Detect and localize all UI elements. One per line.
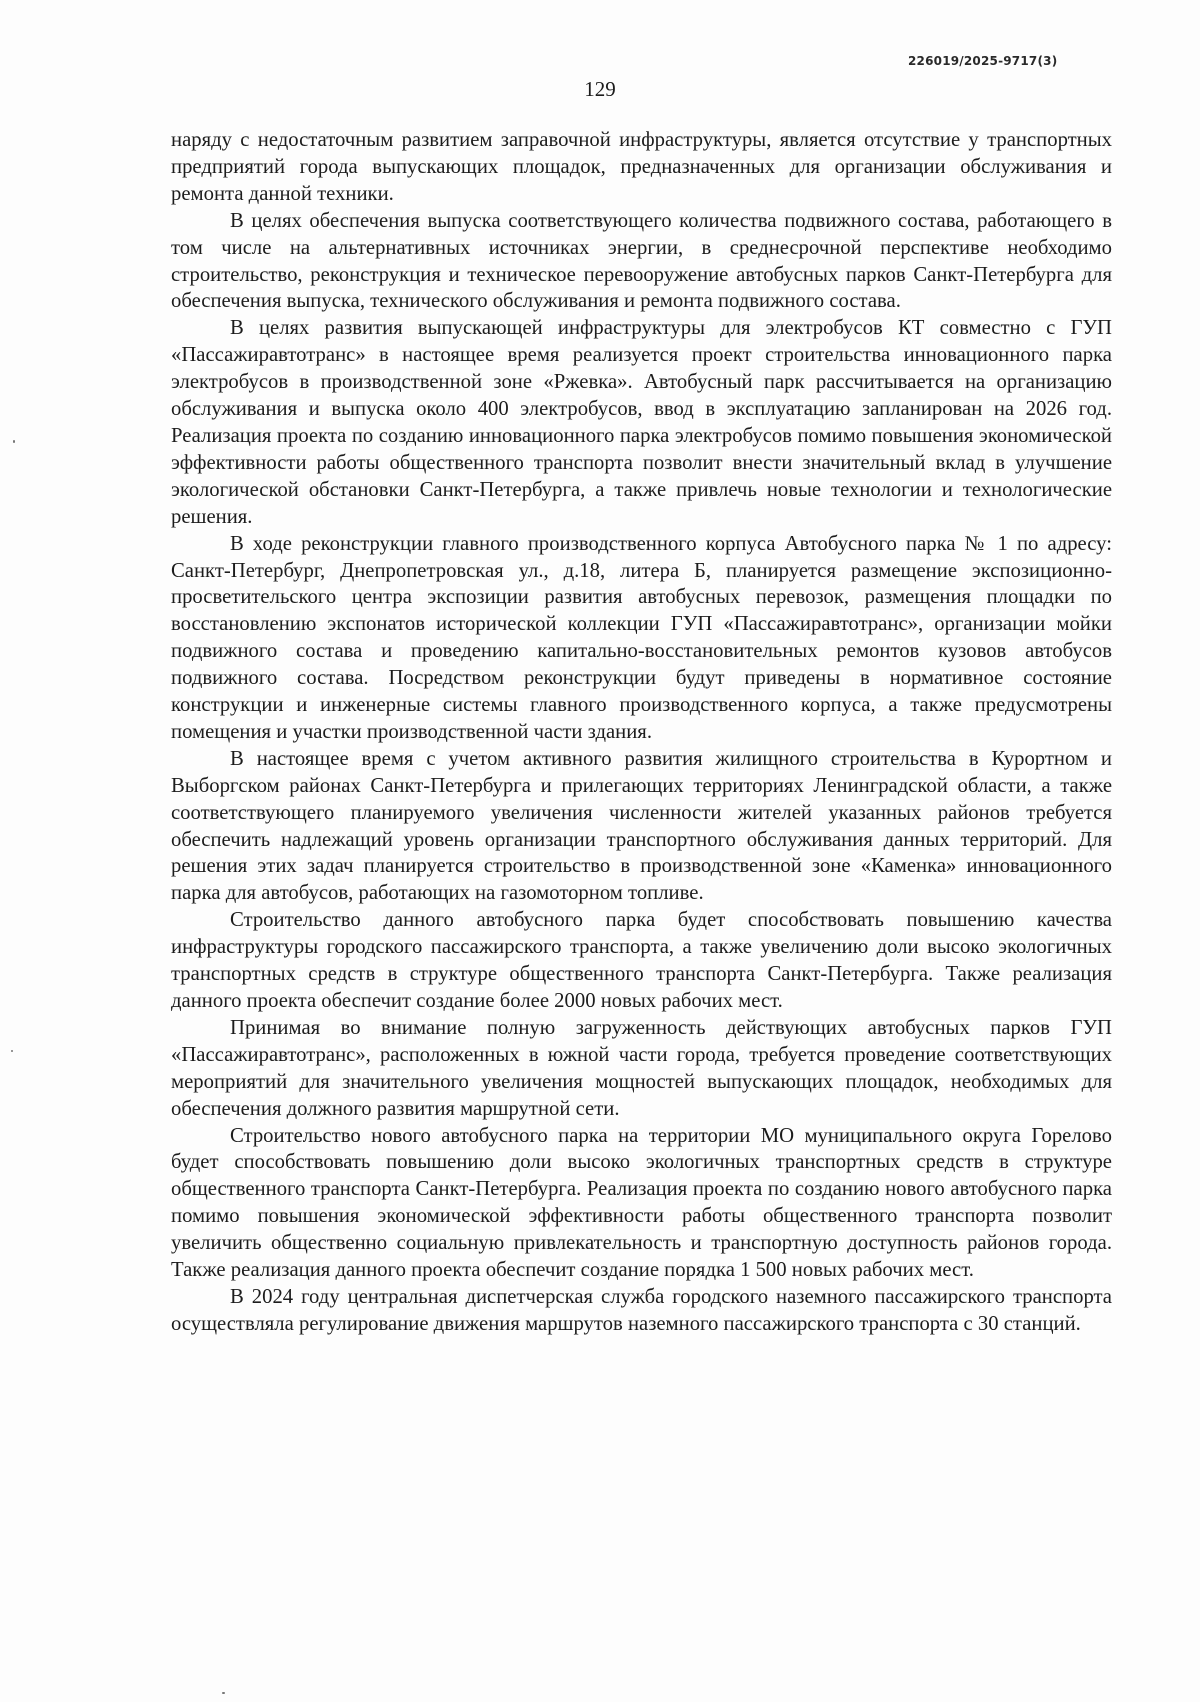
scan-speck <box>11 1050 13 1052</box>
scan-speck <box>222 1692 225 1694</box>
paragraph: В настоящее время с учетом активного развития жилищного строительства в Курортном и Выборгском районах Санкт-Петербурга и прилегающих территориях Ленинградской области, а также соответствующего планируемого увеличения численности жителей указанных районов требуется обеспечить надлежащий уровень организации транспортного обслуживания данных территорий. Для решения этих задач планируется строительство в производственной зоне «Каменка» инновационного парка для автобусов, работающих на газомоторном топливе. <box>171 747 1112 905</box>
page-number: 129 <box>584 77 616 101</box>
paragraph: Принимая во внимание полную загруженность действующих автобусных парков ГУП «Пассажиравтотранс», расположенных в южной части города, требуется проведение соответствующих мероприятий для значительного увеличения мощностей выпускающих площадок, необходимых для обеспечения должного развития маршрутной сети. <box>171 1016 1112 1120</box>
paragraph: наряду с недостаточным развитием заправочной инфраструктуры, является отсутствие у транспортных предприятий города выпускающих площадок, предназначенных для организации обслуживания и ремонта данной техники. <box>171 129 1112 205</box>
paragraph: В ходе реконструкции главного производственного корпуса Автобусного парка № 1 по адресу: Санкт-Петербург, Днепропетровская ул., д.18, литера Б, планируется размещение экспозиционно-просветительского центра экспозиции развития автобусных перевозок, размещения площадки по восстановлению экспонатов исторической коллекции ГУП «Пассажиравтотранс», организации мойки подвижного состава и проведению капитально-восстановительных ремонтов кузовов автобусов подвижного состава. Посредством реконструкции будут приведены в нормативное состояние конструкции и инженерные системы главного производственного корпуса, а также предусмотрены помещения и участки производственной части здания. <box>171 532 1112 743</box>
paragraph: Строительство нового автобусного парка на территории МО муниципального округа Горелово будет способствовать повышению доли высоко экологичных транспортных средств в структуре общественного транспорта Санкт-Петербурга. Реализация проекта по созданию нового автобусного парка помимо повышения экономической эффективности работы общественного транспорта позволит увеличить общественно социальную привлекательность и транспортную доступность районов города. Также реализация данного проекта обеспечит создание порядка 1 500 новых рабочих мест. <box>171 1124 1112 1282</box>
document-body <box>171 127 1112 1338</box>
paragraph: В 2024 году центральная диспетчерская служба городского наземного пассажирского транспорта осуществляла регулирование движения маршрутов наземного пассажирского транспорта с 30 станций. <box>171 1285 1112 1335</box>
document-registration-number: 226019/2025-9717(3) <box>908 54 1058 68</box>
paragraph: Строительство данного автобусного парка будет способствовать повышению качества инфраструктуры городского пассажирского транспорта, а также увеличению доли высоко экологичных транспортных средств в структуре общественного транспорта Санкт-Петербурга. Также реализация данного проекта обеспечит создание более 2000 новых рабочих мест. <box>171 909 1112 1012</box>
scan-speck <box>13 440 15 443</box>
paragraph: В целях развития выпускающей инфраструктуры для электробусов КТ совместно с ГУП «Пассажиравтотранс» в настоящее время реализуется проект строительства инновационного парка электробусов в производственной зоне «Ржевка». Автобусный парк рассчитывается на организацию обслуживания и выпуска около 400 электробусов, ввод в эксплуатацию запланирован на 2026 год. Реализация проекта по созданию инновационного парка электробусов помимо повышения экономической эффективности работы общественного транспорта позволит внести значительный вклад в улучшение экологической обстановки Санкт-Петербурга, а также привлечь новые технологии и технологические решения. <box>171 317 1112 528</box>
paragraph: В целях обеспечения выпуска соответствующего количества подвижного состава, работающего в том числе на альтернативных источниках энергии, в среднесрочной перспективе необходимо строительство, реконструкция и техническое перевооружение автобусных парков Санкт-Петербурга для обеспечения выпуска, технического обслуживания и ремонта подвижного состава. <box>171 209 1112 313</box>
